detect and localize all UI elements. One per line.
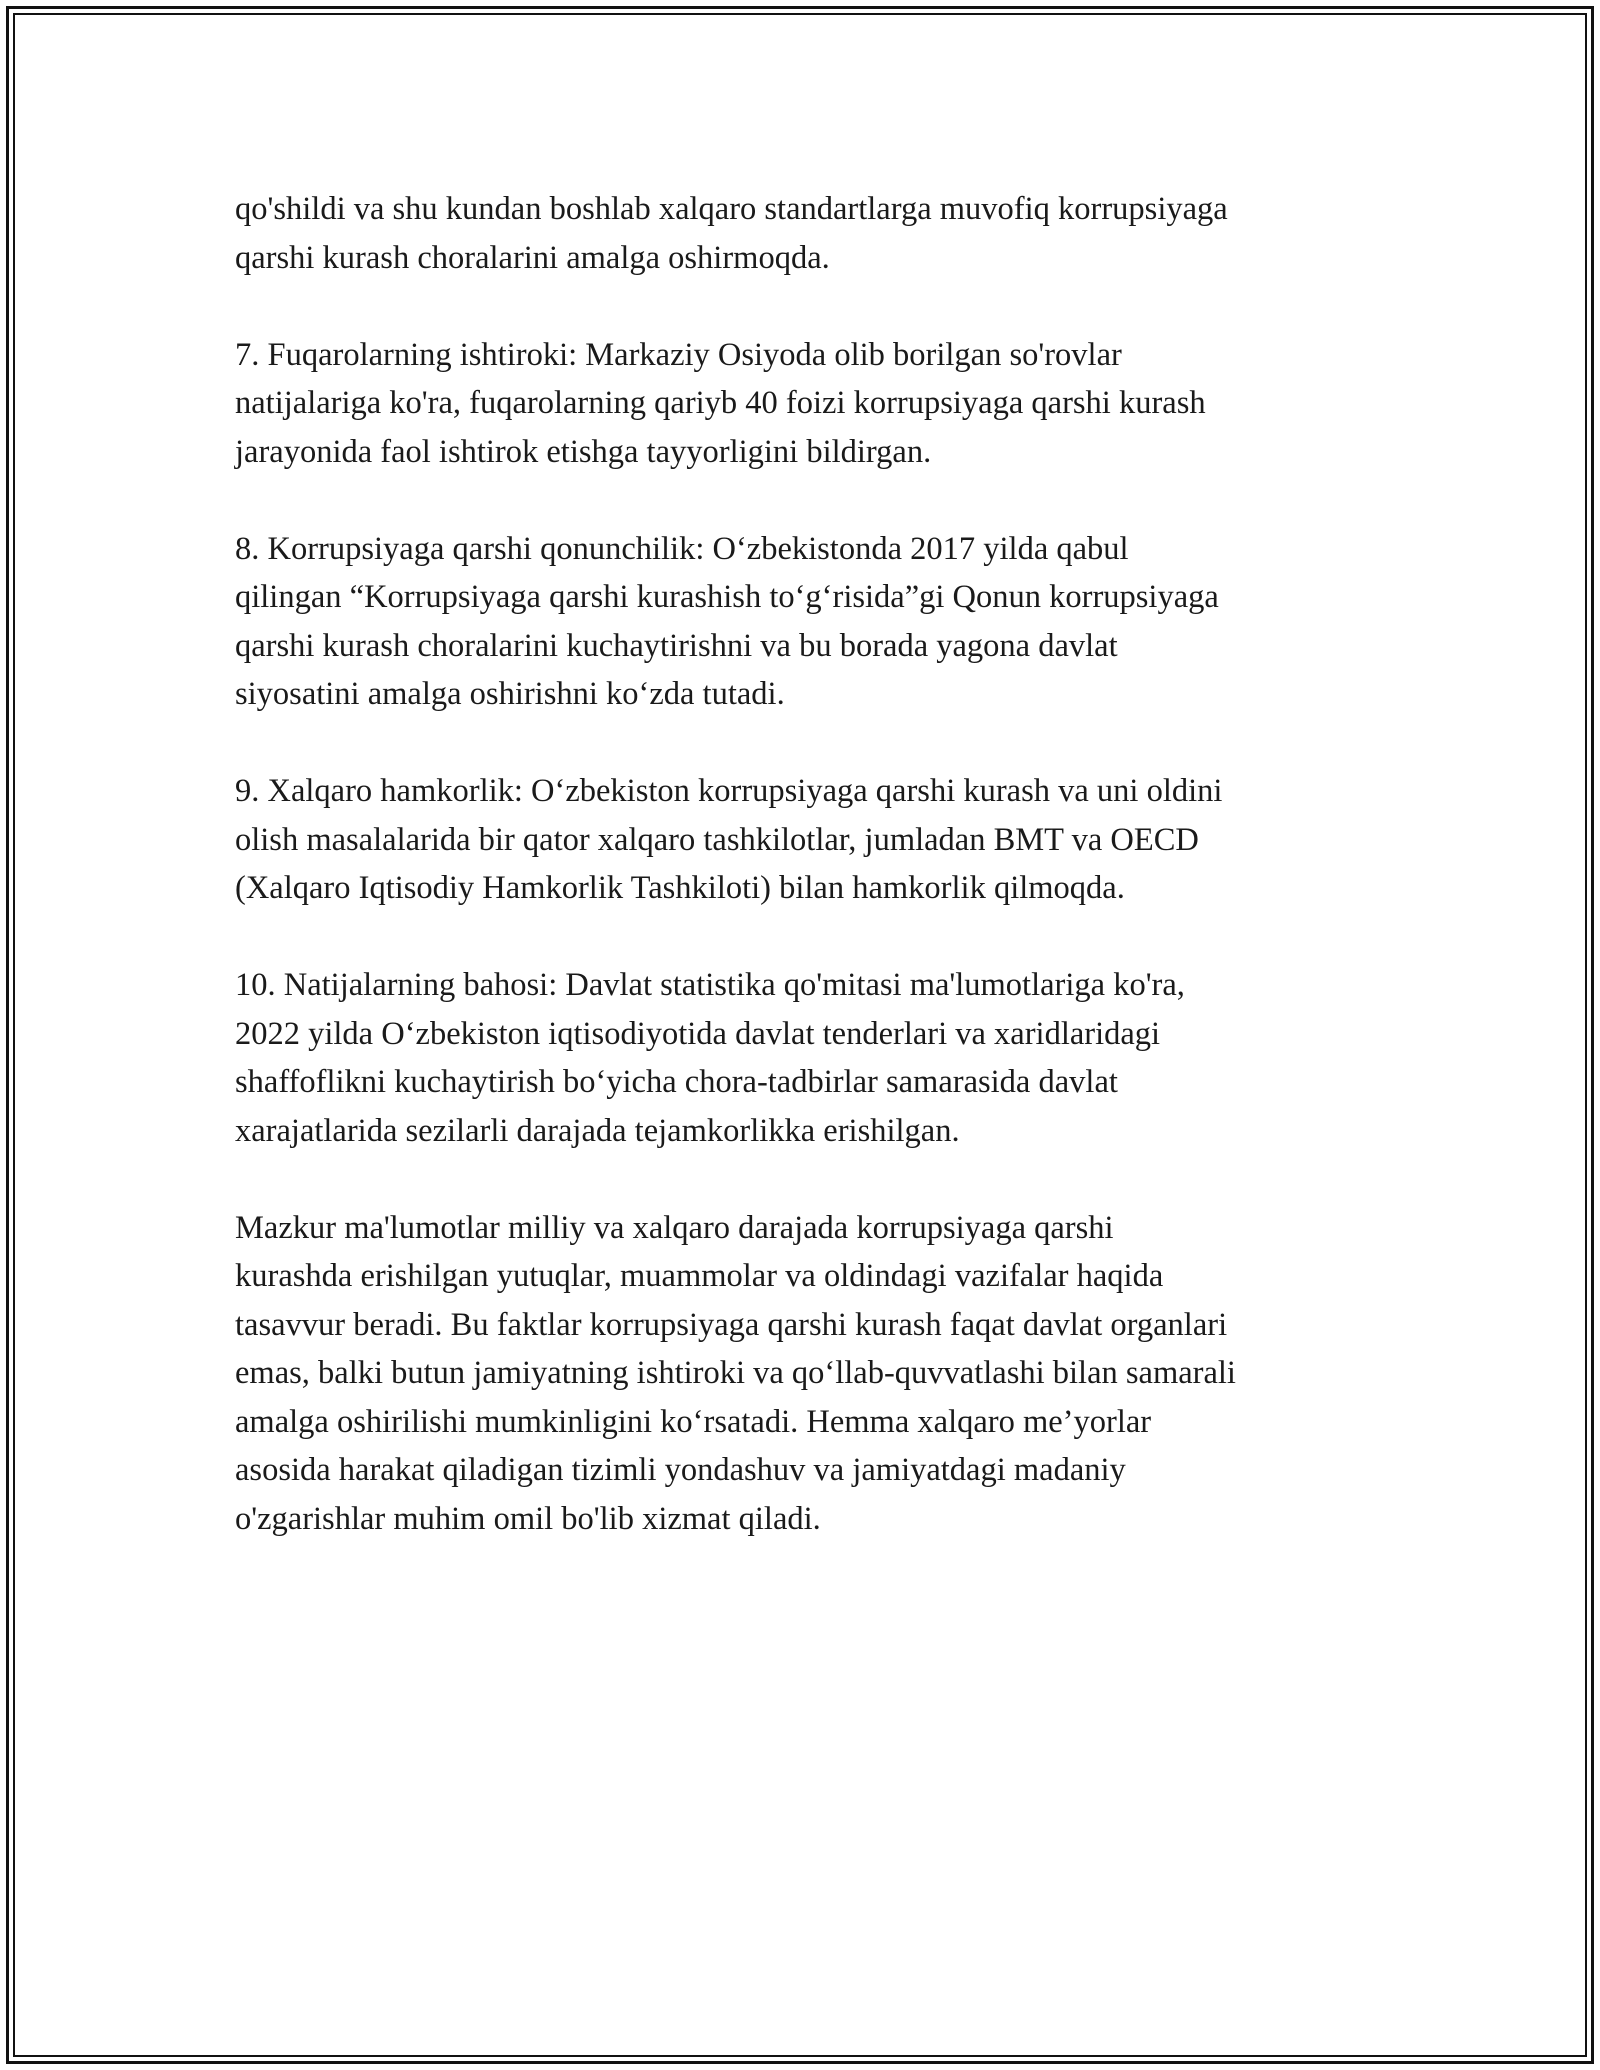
text-line: siyosatini amalga oshirishni ko‘zda tutadi.	[235, 676, 785, 712]
text-line: 8. Korrupsiyaga qarshi qonunchilik: O‘zbekistonda 2017 yilda qabul	[235, 530, 1129, 567]
text-line: (Xalqaro Iqtisodiy Hamkorlik Tashkiloti) bilan hamkorlik qilmoqda.	[235, 870, 1125, 906]
paragraph-item-9	[235, 767, 1375, 913]
text-line: Mazkur ma'lumotlar milliy va xalqaro darajada korrupsiyaga qarshi	[235, 1209, 1114, 1246]
text-line: 7. Fuqarolarning ishtiroki: Markaziy Osiyoda olib borilgan so'rovlar	[235, 336, 1122, 373]
paragraph-conclusion	[235, 1204, 1375, 1544]
text-line: 10. Natijalarning bahosi: Davlat statistika qo'mitasi ma'lumotlariga ko'ra,	[235, 967, 1185, 1003]
text-line: jarayonida faol ishtirok etishga tayyorligini bildirgan.	[235, 433, 932, 470]
text-line: kurashda erishilgan yutuqlar, muammolar va oldindagi vazifalar haqida	[235, 1258, 1164, 1294]
text-line: qilingan “Korrupsiyaga qarshi kurashish to‘g‘risida”gi Qonun korrupsiyaga	[235, 579, 1219, 615]
text-line: qarshi kurash choralarini amalga oshirmoqda.	[235, 239, 830, 276]
text-line: xarajatlarida sezilarli darajada tejamkorlikka erishilgan.	[235, 1112, 960, 1149]
text-line: asosida harakat qiladigan tizimli yondashuv va jamiyatdagi madaniy	[235, 1452, 1126, 1488]
text-line: 2022 yilda O‘zbekiston iqtisodiyotida davlat tenderlari va xaridlaridagi	[235, 1015, 1161, 1052]
paragraph-continuation	[235, 185, 1375, 282]
text-line: olish masalalarida bir qator xalqaro tashkilotlar, jumladan BMT va OECD	[235, 821, 1199, 858]
text-line: o'zgarishlar muhim omil bo'lib xizmat qiladi.	[235, 1500, 821, 1537]
text-line: 9. Xalqaro hamkorlik: O‘zbekiston korrupsiyaga qarshi kurash va uni oldini	[235, 773, 1223, 809]
text-line: qo'shildi va shu kundan boshlab xalqaro standartlarga muvofiq korrupsiyaga	[235, 191, 1228, 227]
text-line: shaffoflikni kuchaytirish bo‘yicha chora-tadbirlar samarasida davlat	[235, 1064, 1118, 1100]
text-line: qarshi kurash choralarini kuchaytirishni va bu borada yagona davlat	[235, 627, 1118, 664]
paragraph-item-7	[235, 331, 1375, 477]
text-line: emas, balki butun jamiyatning ishtiroki va qo‘llab-quvvatlashi bilan samarali	[235, 1355, 1236, 1391]
text-line: natijalariga ko'ra, fuqarolarning qariyb 40 foizi korrupsiyaga qarshi kurash	[235, 385, 1206, 421]
text-line: amalga oshirilishi mumkinligini ko‘rsatadi. Hemma xalqaro me’yorlar	[235, 1403, 1152, 1440]
document-body	[235, 185, 1375, 1592]
text-line: tasavvur beradi. Bu faktlar korrupsiyaga qarshi kurash faqat davlat organlari	[235, 1306, 1228, 1343]
paragraph-item-10	[235, 961, 1375, 1155]
paragraph-item-8	[235, 525, 1375, 719]
